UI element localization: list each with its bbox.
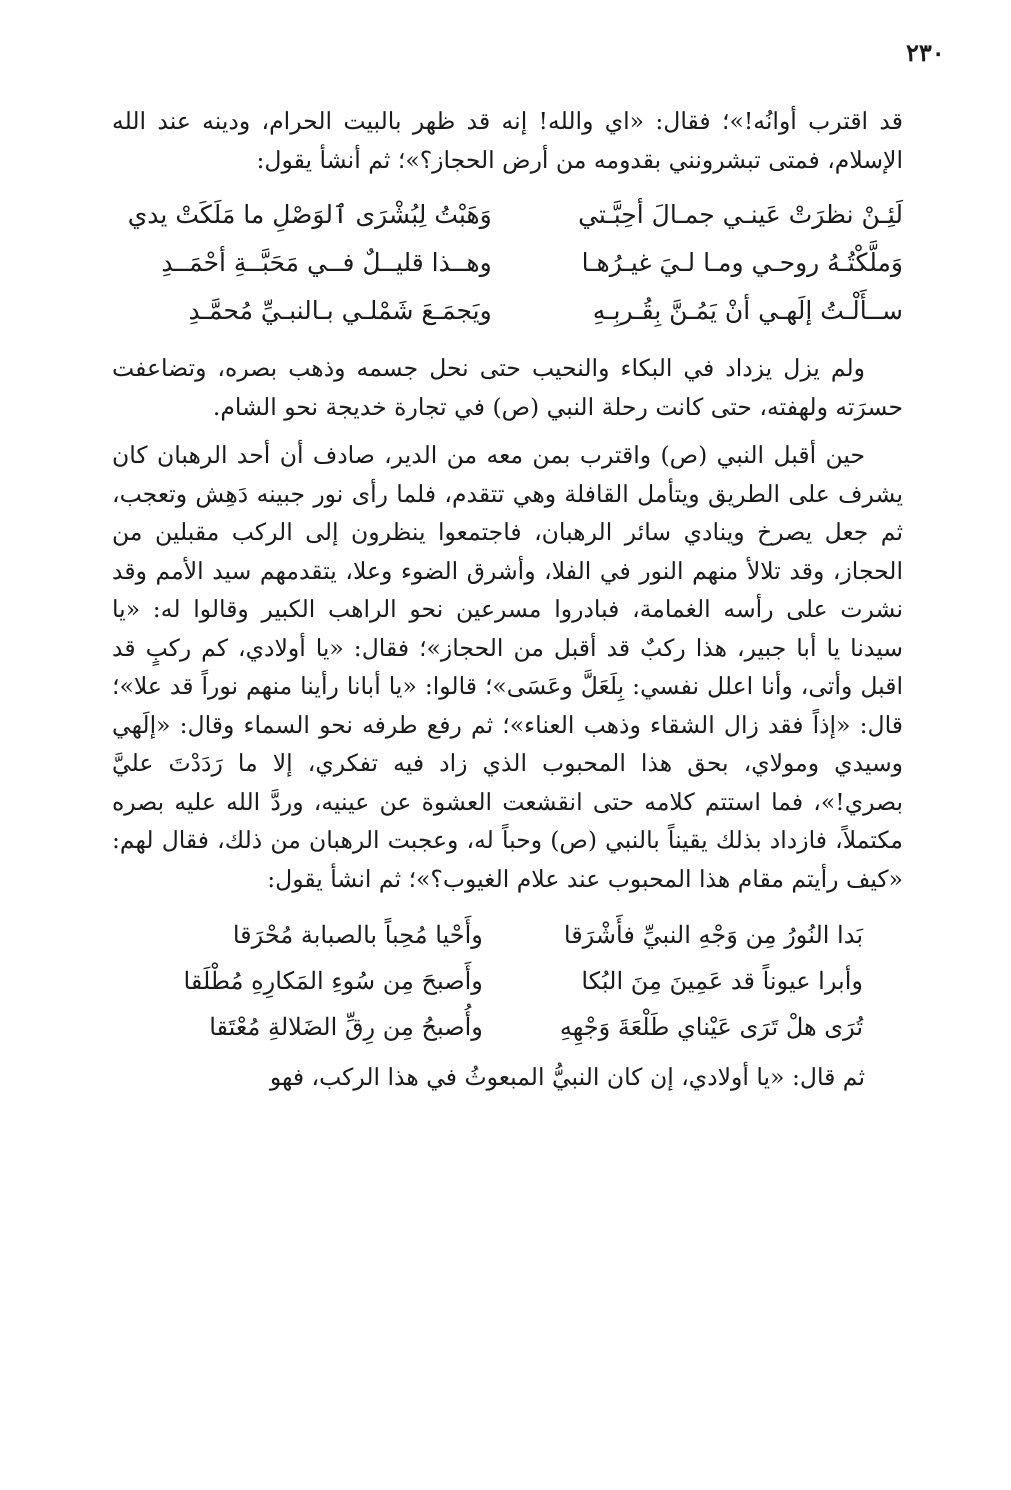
verse-second-hemistich: وَهَبْتُ لِبُشْرَى ٱلوَصْلِ ما مَلَكَتْ يدي [127,199,492,229]
paragraph: حين أقبل النبي (ص) واقترب بمن معه من الدير، صادف أن أحد الرهبان كان يشرف على الطريق ويتأمل القافلة وهي تتقدم، فلما رأى نور جبينه دَهِش وتعجب، ثم جعل يصرخ وينادي سائر الرهبان، فاجتمعوا ينظرون إلى الركب مقبلين من الحجاز، وقد تلالأ منهم النور في الفلا، وأشرق الضوء وعلا، يتقدمهم سيد الأمم وقد نشرت على رأسه الغمامة، فبادروا مسرعين نحو الراهب الكبير وقالوا له: «يا سيدنا يا أبا جبير، هذا ركبٌ قد أقبل من الحجاز»؛ فقال: «يا أولادي، كم ركبٍ قد اقبل وأتى، وأنا اعلل نفسي: بِلَعَلَّ وعَسَى»؛ قالوا: «يا أبانا رأينا منهم نوراً قد علا»؛ قال: «إذاً فقد زال الشقاء وذهب العناء»؛ ثم رفع طرفه نحو السماء وقال: «إلَهي وسيدي ومولاي، بحق هذا المحبوب الذي زاد فيه تفكري، إلا ما رَدَدْتَ عليَّ بصري!»، فما استتم كلامه حتى انقشعت العشوة عن عينيه، وردَّ الله عليه بصره مكتملاً، فازداد بذلك يقيناً بالنبي (ص) وحباً له، وعجبت الرهبان من ذلك، فقال لهم: «كيف رأيتم مقام هذا المحبوب عند علام الغيوب؟»؛ ثم انشأ يقول: [112,441,903,893]
verse-second-hemistich: ويَجمَـعَ شَمْلـي بـالنبـيِّ مُحمَّـدِ [188,295,492,325]
verse-line [112,191,903,239]
page-number: ٢٣٠ [906,38,945,67]
verse-line [132,958,863,1004]
verse-first-hemistich: وَملَّكْتُـهُ روحـي ومـا لـيَ غيـرُهـا [581,247,903,277]
verse-first-hemistich: وأبرا عيوناً قد عَمِينَ مِنَ البُكا [581,966,863,995]
verse-first-hemistich: تُرَى هلْ تَرَى عَيْناي طَلْعَةَ وَجْهِهِ [559,1012,863,1041]
paragraph: ولم يزل يزداد في البكاء والنحيب حتى نحل جسمه وذهب بصره، وتضاعفت حسرَته ولهفته، حتى كانت رحلة النبي (ص) في تجارة خديجة نحو الشام. [112,354,903,421]
verse-first-hemistich: بَدا النُورُ مِن وَجْهِ النبيِّ فأَشْرَقا [563,920,863,949]
verse-first-hemistich: لَئِـنْ نظرَتْ عَينـي جمـالَ أحِبَّـتي [578,199,903,229]
poem-verses-2 [132,912,863,1050]
verse-line [132,912,863,958]
page-body [112,102,903,1097]
verse-line [112,287,903,335]
verse-second-hemistich: وأَصبحَ مِن سُوءِ المَكارِهِ مُطْلَقا [183,966,483,995]
verse-second-hemistich: وأُصبحُ مِن رِقِّ الضَلالةِ مُعْتَقا [209,1012,483,1041]
paragraph: قد اقترب أوانُه!»؛ فقال: «اي والله! إنه قد ظهر بالبيت الحرام، ودينه عند الله الإسلام، فمتى تبشرونني بقدومه من أرض الحجاز؟»؛ ثم أنشأ يقول: [112,107,903,174]
verse-line [132,1004,863,1050]
verse-first-hemistich: ســأَلْـتُ إلَهـي أنْ يَمُـنَّ بِقُـربِـهِ [592,295,903,325]
verse-second-hemistich: وهــذا قليــلٌ فــي مَحَبَّــةِ أحْمَــدِ [161,247,492,277]
verse-line [112,239,903,287]
poem-verses-1 [112,191,903,335]
verse-second-hemistich: وأَحْيا مُحِباً بالصبابة مُحْرَقا [232,920,483,949]
paragraph: ثم قال: «يا أولادي، إن كان النبيُّ المبعوثُ في هذا الركب، فهو [269,1063,865,1091]
